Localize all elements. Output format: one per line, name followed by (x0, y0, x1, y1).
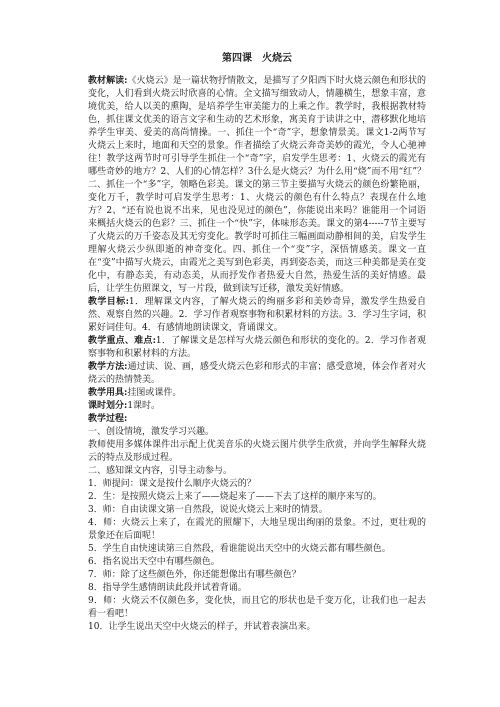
keypoints-text: 1．了解课文是怎样写火烧云颜色和形状的变化的。2．学习作者观察事物和积累材料的方法。 (88, 336, 426, 359)
process-heading (88, 413, 426, 426)
lesson-name: 火烧云 (262, 53, 292, 64)
keypoints-label: 教学重点、难点: (88, 336, 156, 346)
process-line: 一、创设情境，激发学习兴趣。 (88, 427, 215, 437)
goals-label: 教学目标: (88, 297, 129, 307)
hours-label: 课时划分: (88, 401, 128, 411)
process-line: 二、感知课文内容，引导主动参与。 (88, 466, 233, 476)
tools-paragraph (88, 387, 426, 400)
process-line: 10．让学生说出天空中火烧云的样子，并试着表演出来。 (88, 622, 316, 632)
goals-text: 1．理解课文内容，了解火烧云的绚丽多彩和美妙奇异，激发学生热爱自然、观察自然的兴趣。2．学习作者观察事物和积累材料的方法。3．学习生字词，积累好词佳句。4．有感情地朗读课文，背诵课文。 (88, 297, 426, 333)
process-line: 7．师：除了这些颜色外，你还能想像出有哪些颜色？ (88, 570, 301, 580)
methods-label: 教学方法: (88, 362, 128, 372)
process-line: 教师使用多媒体课件出示配上优美音乐的火烧云图片供学生欣赏，并向学生解释火烧云的特点及形成过程。 (88, 440, 426, 463)
goals-paragraph (88, 296, 426, 335)
tools-text: 挂图或课件。 (127, 388, 182, 398)
methods-paragraph (88, 361, 426, 387)
hours-text: 1课时。 (127, 401, 161, 411)
process-label: 教学过程: (88, 414, 128, 424)
process-line: 6．指名说出天空中有哪些颜色。 (88, 557, 220, 567)
methods-text: 通过读、说、画，感受火烧云色彩和形式的丰富；感受意境，体会作者对火烧云的热情赞美。 (88, 362, 426, 385)
process-line: 3．师：自由读课文第一自然段，说说火烧云上来时的情景。 (88, 505, 328, 515)
analysis-paragraph (88, 75, 426, 296)
process-line: 4．师：火烧云上来了，在霞光的照耀下，大地呈现出绚丽的景象。不过，更壮观的景象还在后面呢！ (88, 518, 426, 541)
process-line: 5．学生自由快速读第三自然段，看谁能说出天空中的火烧云都有哪些颜色。 (88, 544, 391, 554)
tools-label: 教学用具: (88, 388, 128, 398)
process-line: 1．师提问：课文是按什么顺序火烧云的？ (88, 479, 256, 489)
process-line: 8．指导学生感情朗读此段并试着背诵。 (88, 583, 247, 593)
analysis-label: 教材解读: (88, 76, 128, 86)
document-page (88, 36, 426, 634)
keypoints-paragraph (88, 335, 426, 361)
analysis-text: 《火烧云》是一篇状物抒情散文，是描写了夕阳西下时火烧云颜色和形状的变化，人们看到火烧云时欣喜的心情。全文描写细致动人，情趣横生，想象丰富，意境优美，给人以美的熏陶，是培养学生审美能力的上乘之作。教学时，我根据教材特色，抓住课文优美的语言文字和生动的艺术形象，寓美育于读讲之中，潜移默化地培养学生审美、爱美的高尚情操。一、抓住一个“奇”字，想象情景美。课文1-2两节写火烧云上来时，地面和天空的景象。作者描绘了火烧云奔奇美妙的霞光，令人心驰神往！教学这两节时可引导学生抓住一个“奇”字，启发学生思考：1、火烧云的霞光有哪些奇妙的地方？2、人们的心情怎样？3什么是火烧云？为什么用“烧”而不用“红”？二、抓住一个“多”字，领略色彩美。课文的第三节主要描写火烧云的颜色纷繁艳丽，变化万千，教学时可启发学生思考：1、火烧云的颜色有什么特点？表现在什么地方？2、“还有说也说不出来，见也没见过的颜色”，你能说出来吗？谁能用一个词语来概括火烧云的色彩？三、抓住一个“快”字，体味形态美。课文的第4-----7节主要写了火烧云的万千姿态及其无穷变化。教学时可抓住三幅画面动静相间的美，启发学生理解火烧云少纵即逝的神奇变化。四、抓住一个“变”字，深悟情感美。课文一直在“变”中描写火烧云，由霞光之美写到色彩美，再到姿态美，而这三种美都是美在变化中，有静态美，有动态美，从而抒发作者热爱大自然，热爱生活的美好情感。最后，让学生仿照课文，写一片段，做到读写迁移，激发美好情感。 (88, 76, 426, 294)
process-line: 2．生：是按照火烧云上来了——烧起来了——下去了这样的顺序来写的。 (88, 492, 382, 502)
page-title (88, 52, 426, 65)
process-line: 9．师：火烧云不仅颜色多，变化快，而且它的形状也是千变万化，让我们也一起去看一看吧！ (88, 596, 426, 619)
lesson-number: 第四课 (222, 53, 252, 64)
hours-paragraph (88, 400, 426, 413)
